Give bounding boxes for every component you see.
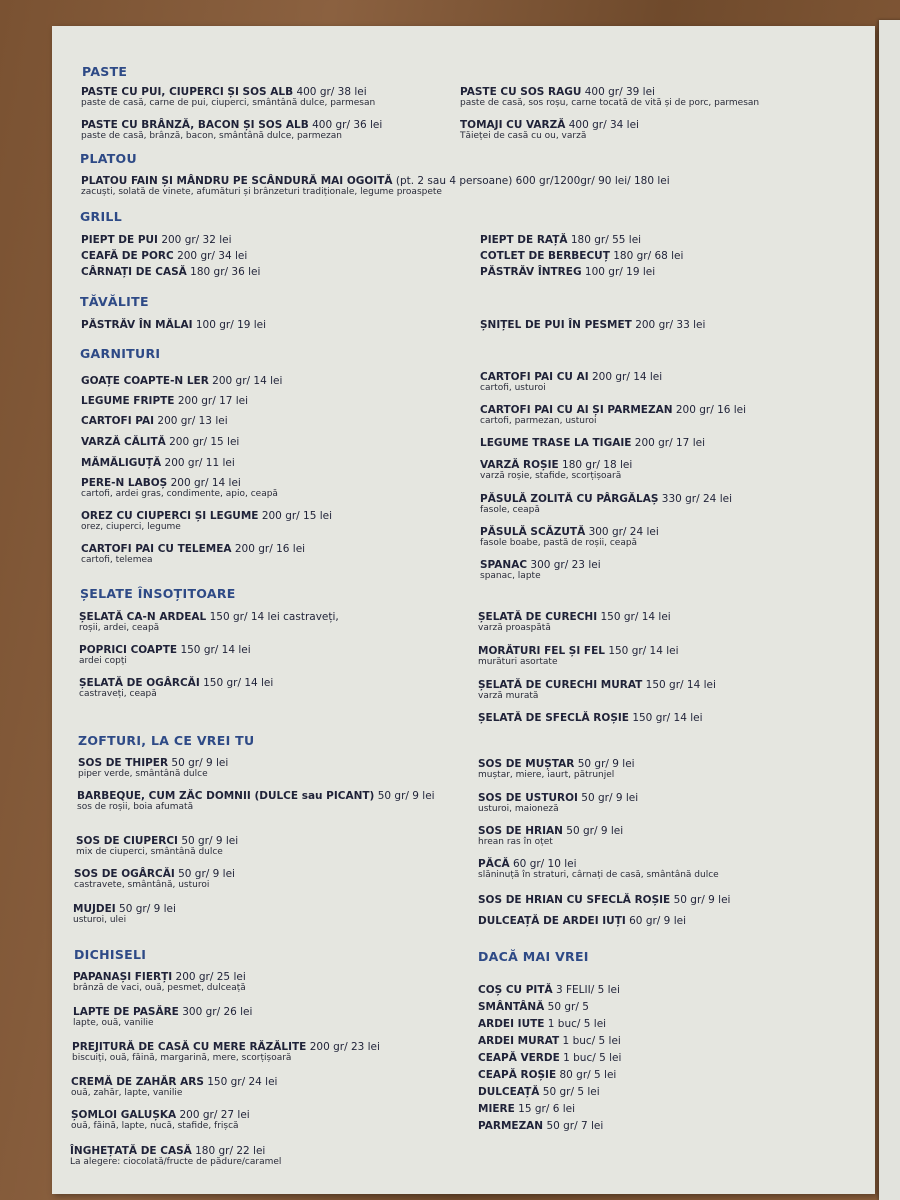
menu-item (77, 790, 435, 813)
menu-item (478, 825, 623, 848)
menu-item (72, 1041, 380, 1064)
item-price: 200 gr/ 34 lei (177, 250, 248, 262)
item-name: CEAPĂ VERDE (478, 1052, 560, 1064)
item-name: SOS DE HRIAN CU SFECLĂ ROȘIE (478, 894, 671, 906)
item-name: MĂMĂLIGUȚĂ (81, 457, 162, 469)
menu-item (478, 758, 635, 781)
item-price: 3 FELII/ 5 lei (555, 984, 620, 996)
item-name: PĂSTRĂV ÎNTREG (480, 266, 582, 278)
menu-item (74, 868, 235, 891)
item-name: SOS DE CIUPERCI (76, 835, 178, 847)
item-name: ȘOMLOI GALUȘKA (71, 1109, 177, 1121)
item-description: usturoi, ulei (73, 915, 127, 925)
menu-item (79, 644, 251, 667)
menu-item (478, 1120, 603, 1132)
item-name: PĂSTRĂV ÎN MĂLAI (81, 319, 193, 331)
item-name: DULCEAȚĂ (478, 1086, 540, 1098)
item-name: SOS DE OGÂRCĂI (74, 868, 175, 880)
menu-item (81, 266, 260, 278)
menu-item (71, 1076, 277, 1099)
item-price: 400 gr/ 34 lei (568, 119, 639, 131)
menu-item (478, 1086, 600, 1098)
item-price: 200 gr/ 16 lei (234, 543, 306, 555)
item-name: PERE-N LABOȘ (81, 477, 168, 489)
item-description: paste de casă, carne de pui, ciuperci, smântână dulce, parmesan (81, 98, 376, 108)
menu-item (76, 835, 238, 858)
item-description: fasole boabe, pastă de roșii, ceapă (480, 538, 638, 548)
item-price: 1 buc/ 5 lei (563, 1052, 622, 1064)
item-name: CARTOFI PAI CU AI ȘI PARMEZAN (480, 404, 673, 416)
item-description: zacuști, solată de vinete, afumături și brânzeturi tradiționale, legume proaspete (81, 187, 442, 197)
menu-item (478, 894, 730, 906)
item-name: VARZĂ CĂLITĂ (81, 436, 166, 448)
item-name: CARTOFI PAI (81, 415, 155, 427)
item-name: CREMĂ DE ZAHĂR ARS (71, 1076, 204, 1088)
menu-item (478, 1018, 606, 1030)
menu-item (480, 234, 641, 246)
item-price: 150 gr/ 24 lei (207, 1076, 278, 1088)
menu-item (81, 319, 266, 331)
item-name: BARBEQUE, CUM ZĂC DOMNII (DULCE sau PICANT) (77, 790, 375, 802)
item-price: 180 gr/ 22 lei (195, 1145, 266, 1157)
item-price: 50 gr/ 9 lei (377, 790, 435, 802)
item-price: 150 gr/ 14 lei castraveți, (209, 611, 339, 623)
item-price: 50 gr/ 9 lei (181, 835, 239, 847)
item-name: PASTE CU PUI, CIUPERCI ȘI SOS ALB (81, 86, 294, 98)
item-name: COȘ CU PITĂ (478, 984, 553, 996)
item-price: 150 gr/ 14 lei (645, 679, 716, 691)
section-title-dichiseli: DICHISELI (74, 947, 147, 962)
item-name: ȘELATĂ DE CURECHI MURAT (478, 679, 643, 691)
menu-item (81, 250, 247, 262)
item-name: ȘELATĂ DE OGÂRCĂI (79, 677, 200, 689)
item-price: 200 gr/ 14 lei (591, 371, 663, 383)
menu-item (81, 510, 332, 533)
item-price: 50 gr/ 9 lei (566, 825, 624, 837)
item-description: cartofi, usturoi (480, 383, 546, 393)
item-description: spanac, lapte (480, 571, 541, 581)
item-name: SPANAC (480, 559, 528, 571)
item-description: fasole, ceapă (480, 505, 540, 515)
item-price: 60 gr/ 10 lei (513, 858, 577, 870)
menu-item (478, 792, 638, 815)
item-price: 200 gr/ 33 lei (635, 319, 706, 331)
item-price: 100 gr/ 19 lei (195, 319, 267, 331)
item-price: 180 gr/ 68 lei (613, 250, 684, 262)
menu-item (478, 645, 679, 668)
menu-item (478, 858, 719, 881)
menu-item (480, 437, 705, 449)
menu-item (460, 86, 759, 109)
item-name: DULCEAȚĂ DE ARDEI IUȚI (478, 915, 626, 927)
item-price: 400 gr/ 39 lei (584, 86, 655, 98)
item-description: castravete, smântână, usturoi (74, 880, 210, 890)
menu-item (478, 1001, 589, 1013)
item-price: 50 gr/ 9 lei (178, 868, 235, 880)
item-price: 50 gr/ 9 lei (171, 757, 229, 769)
menu-item (480, 559, 601, 582)
menu-item (480, 319, 705, 331)
item-price: 80 gr/ 5 lei (559, 1069, 617, 1081)
menu-item (478, 1035, 621, 1047)
item-description: cartofi, ardei gras, condimente, apio, ceapă (81, 489, 278, 499)
item-price: 330 gr/ 24 lei (661, 493, 732, 505)
menu-item (73, 1006, 252, 1029)
item-name: CEAPĂ ROȘIE (478, 1069, 557, 1081)
item-name: CARTOFI PAI CU AI (480, 371, 589, 383)
menu-item (480, 250, 683, 262)
item-name: PIEPT DE RAȚĂ (480, 234, 568, 246)
item-price: 150 gr/ 14 lei (600, 611, 671, 623)
item-name: PIEPT DE PUI (81, 234, 158, 246)
item-name: PĂCĂ (478, 858, 510, 870)
menu-item (81, 119, 382, 142)
menu-item (81, 436, 239, 448)
item-description: varză proaspătă (478, 623, 551, 633)
section-title-maivrei: DACĂ MAI VREI (478, 949, 589, 964)
menu-item (81, 457, 235, 469)
section-title-tavalite: TĂVĂLITE (80, 294, 149, 309)
item-description: orez, ciuperci, legume (81, 522, 181, 532)
item-name: CÂRNAȚI DE CASĂ (81, 266, 187, 278)
item-description: paste de casă, brânză, bacon, smântână dulce, parmezan (81, 131, 342, 141)
section-title-paste: PASTE (82, 64, 128, 79)
item-name: ȘNIȚEL DE PUI ÎN PESMET (480, 319, 632, 331)
menu-item (480, 493, 732, 516)
item-name: PLATOU FAIN ȘI MÂNDRU PE SCÂNDURĂ MAI OGOITĂ (81, 175, 393, 187)
item-price: 150 gr/ 14 lei (632, 712, 703, 724)
section-title-selate: ȘELATE ÎNSOȚITOARE (80, 586, 236, 601)
menu-item (81, 543, 305, 566)
item-price: 150 gr/ 14 lei (180, 644, 251, 656)
item-description: paste de casă, sos roșu, carne tocată de vită și de porc, parmesan (460, 98, 760, 108)
item-price: 50 gr/ 9 lei (581, 792, 639, 804)
item-name: ARDEI IUTE (478, 1018, 545, 1030)
next-page-edge (879, 20, 900, 1200)
item-name: ARDEI MURAT (478, 1035, 560, 1047)
item-name: MORĂTURI FEL ȘI FEL (478, 645, 605, 657)
item-price: 200 gr/ 17 lei (634, 437, 705, 449)
item-description: mix de ciuperci, smântână dulce (76, 847, 223, 857)
item-name: LEGUME TRASE LA TIGAIE (480, 437, 632, 449)
item-name: OREZ CU CIUPERCI ȘI LEGUME (81, 510, 259, 522)
menu-item (478, 611, 671, 634)
menu-item (478, 1103, 575, 1115)
item-price: 15 gr/ 6 lei (518, 1103, 576, 1115)
menu-item (73, 971, 246, 994)
item-price: 200 gr/ 23 lei (309, 1041, 380, 1053)
item-description: ardei copți (79, 656, 127, 666)
item-name: SOS DE USTUROI (478, 792, 578, 804)
menu-item (478, 1052, 621, 1064)
item-price: 50 gr/ 9 lei (119, 903, 176, 915)
menu-item (480, 526, 659, 549)
item-name: LEGUME FRIPTE (81, 395, 175, 407)
item-name: ȘELATĂ DE CURECHI (478, 611, 598, 623)
item-description: cartofi, telemea (81, 555, 153, 565)
item-description: murături asortate (478, 657, 558, 667)
item-price: 200 gr/ 25 lei (175, 971, 246, 983)
menu-item (81, 175, 670, 198)
menu-item (81, 415, 228, 427)
menu-item (478, 915, 686, 927)
item-description: Tăieței de casă cu ou, varză (460, 131, 587, 141)
item-description: lapte, ouă, vanilie (73, 1018, 154, 1028)
menu-item (81, 86, 375, 109)
item-description: usturoi, maioneză (478, 804, 559, 814)
item-name: MUJDEI (73, 903, 116, 915)
item-description: sos de roșii, boia afumată (77, 802, 194, 812)
item-name: CARTOFI PAI CU TELEMEA (81, 543, 232, 555)
item-price: 200 gr/ 32 lei (161, 234, 232, 246)
item-price: 300 gr/ 24 lei (588, 526, 659, 538)
item-price: 200 gr/ 14 lei (170, 477, 241, 489)
item-name: POPRICI COAPTE (79, 644, 178, 656)
item-name: PĂSULĂ SCĂZUTĂ (480, 526, 586, 538)
item-price: 400 gr/ 38 lei (296, 86, 367, 98)
item-name: PĂSULĂ ZOLITĂ CU PÂRGĂLAȘ (480, 493, 659, 505)
item-description: hrean ras în oțet (478, 837, 553, 847)
item-price: 400 gr/ 36 lei (312, 119, 383, 131)
item-price: 50 gr/ 9 lei (577, 758, 635, 770)
item-name: PASTE CU BRÂNZĂ, BACON ȘI SOS ALB (81, 119, 309, 131)
item-description: slăninuță în straturi, cârnați de casă, smântână dulce (478, 870, 719, 880)
menu-item (478, 984, 620, 996)
item-description: varză murată (478, 691, 539, 701)
item-price: 300 gr/ 26 lei (182, 1006, 253, 1018)
menu-item (480, 404, 746, 427)
item-name: PREJITURĂ DE CASĂ CU MERE RĂZĂLITE (72, 1041, 307, 1053)
item-name: LAPTE DE PASĂRE (73, 1006, 179, 1018)
item-name: SOS DE THIPER (78, 757, 169, 769)
item-price: 180 gr/ 18 lei (562, 459, 633, 471)
item-price: (pt. 2 sau 4 persoane) 600 gr/1200gr/ 90 lei/ 180 lei (395, 175, 670, 187)
item-price: 200 gr/ 27 lei (179, 1109, 250, 1121)
menu-item (480, 459, 632, 482)
item-name: COTLET DE BERBECUȚ (480, 250, 610, 262)
item-name: VARZĂ ROȘIE (480, 459, 559, 471)
item-price: 100 gr/ 19 lei (584, 266, 656, 278)
item-name: TOMAJI CU VARZĂ (460, 119, 566, 131)
item-name: ȘELATĂ DE SFECLĂ ROȘIE (478, 712, 629, 724)
item-price: 60 gr/ 9 lei (629, 915, 686, 927)
item-description: roșii, ardei, ceapă (79, 623, 160, 633)
item-price: 180 gr/ 55 lei (570, 234, 642, 246)
menu-item (478, 1069, 616, 1081)
item-price: 50 gr/ 5 lei (542, 1086, 600, 1098)
item-description: piper verde, smântână dulce (78, 769, 208, 779)
item-name: MIERE (478, 1103, 515, 1115)
item-price: 200 gr/ 15 lei (169, 436, 240, 448)
item-price: 300 gr/ 23 lei (530, 559, 601, 571)
item-price: 200 gr/ 16 lei (675, 404, 747, 416)
menu-item (81, 234, 232, 246)
item-price: 200 gr/ 15 lei (261, 510, 333, 522)
item-price: 50 gr/ 9 lei (673, 894, 731, 906)
section-title-zofturi: ZOFTURI, LA CE VREI TU (78, 733, 255, 748)
menu-item (78, 757, 228, 780)
item-description: varză roșie, stafide, scorțișoară (480, 471, 622, 481)
item-name: SOS DE MUȘTAR (478, 758, 575, 770)
menu-item (81, 375, 282, 387)
menu-item (73, 903, 176, 926)
section-title-platou: PLATOU (80, 151, 137, 166)
menu-item (478, 712, 703, 724)
item-name: GOAȚE COAPTE-N LER (81, 375, 209, 387)
item-price: 200 gr/ 13 lei (157, 415, 228, 427)
item-price: 50 gr/ 7 lei (546, 1120, 604, 1132)
item-price: 1 buc/ 5 lei (547, 1018, 607, 1030)
item-description: muștar, miere, iaurt, pătrunjel (478, 770, 615, 780)
section-title-garnituri: GARNITURI (80, 346, 161, 361)
item-name: PAPANAȘI FIERȚI (73, 971, 173, 983)
item-name: PASTE CU SOS RAGU (460, 86, 582, 98)
item-name: CEAFĂ DE PORC (81, 250, 174, 262)
menu-item (480, 371, 662, 394)
item-description: brânză de vaci, ouă, pesmet, dulceață (73, 983, 246, 993)
menu-item (460, 119, 639, 142)
menu-item (81, 477, 278, 500)
item-description: ouă, zahăr, lapte, vanilie (71, 1088, 183, 1098)
item-price: 200 gr/ 11 lei (164, 457, 235, 469)
item-description: La alegere: ciocolată/fructe de pădure/caramel (70, 1157, 282, 1167)
menu-item (478, 679, 716, 702)
item-name: SOS DE HRIAN (478, 825, 563, 837)
item-name: ÎNGHEȚATĂ DE CASĂ (70, 1145, 192, 1157)
item-price: 180 gr/ 36 lei (190, 266, 261, 278)
menu-item (70, 1145, 281, 1168)
item-price: 150 gr/ 14 lei (608, 645, 679, 657)
item-name: SMÂNTÂNĂ (478, 1001, 545, 1013)
menu-item (71, 1109, 250, 1132)
item-price: 200 gr/ 17 lei (177, 395, 249, 407)
menu-item (480, 266, 655, 278)
item-price: 50 gr/ 5 (547, 1001, 589, 1013)
item-description: ouă, făină, lapte, nucă, stafide, frișcă (71, 1121, 239, 1131)
item-description: biscuiți, ouă, făină, margarină, mere, scorțișoară (72, 1053, 292, 1063)
menu-item (81, 395, 248, 407)
item-description: cartofi, parmezan, usturoi (480, 416, 597, 426)
item-price: 200 gr/ 14 lei (212, 375, 283, 387)
item-price: 1 buc/ 5 lei (562, 1035, 621, 1047)
item-name: ȘELATĂ CA-N ARDEAL (79, 611, 207, 623)
menu-item (79, 677, 273, 700)
menu-item (79, 611, 339, 634)
section-title-grill: GRILL (80, 209, 122, 224)
item-name: PARMEZAN (478, 1120, 544, 1132)
item-description: castraveți, ceapă (79, 689, 157, 699)
item-price: 150 gr/ 14 lei (203, 677, 274, 689)
